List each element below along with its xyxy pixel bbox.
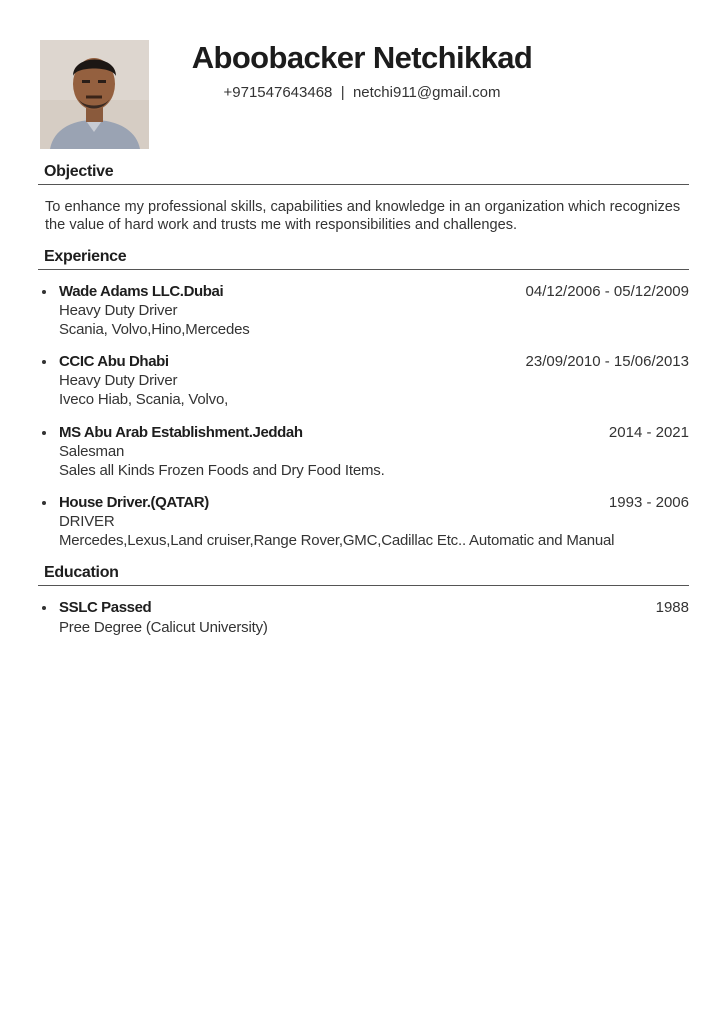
experience-company: MS Abu Arab Establishment.Jeddah — [59, 424, 303, 441]
education-heading: Education — [44, 564, 119, 581]
education-divider — [38, 585, 689, 586]
bullet-icon — [42, 360, 46, 364]
experience-dates: 1993 - 2006 — [608, 494, 689, 511]
experience-divider — [38, 269, 689, 270]
objective-divider — [38, 184, 689, 185]
education-year: 1988 — [655, 599, 689, 616]
bullet-icon — [42, 501, 46, 505]
experience-details: Scania, Volvo,Hino,Mercedes — [59, 321, 250, 338]
experience-dates: 04/12/2006 - 05/12/2009 — [525, 283, 689, 300]
experience-details: Iveco Hiab, Scania, Volvo, — [59, 391, 229, 408]
experience-details: Sales all Kinds Frozen Foods and Dry Food Items. — [59, 462, 385, 479]
experience-details: Mercedes,Lexus,Land cruiser,Range Rover,GMC,Cadillac Etc.. Automatic and Manual — [59, 532, 615, 549]
experience-heading: Experience — [44, 248, 127, 265]
experience-role: DRIVER — [59, 513, 115, 530]
experience-company: CCIC Abu Dhabi — [59, 353, 169, 370]
experience-dates: 23/09/2010 - 15/06/2013 — [525, 353, 689, 370]
objective-heading: Objective — [44, 163, 114, 180]
experience-company: House Driver.(QATAR) — [59, 494, 209, 511]
contact-line: +971547643468 | netchi911@gmail.com — [223, 84, 501, 101]
education-title: SSLC Passed — [59, 599, 152, 616]
experience-role: Heavy Duty Driver — [59, 372, 178, 389]
bullet-icon — [42, 431, 46, 435]
candidate-name: Aboobacker Netchikkad — [191, 40, 533, 75]
bullet-icon — [42, 606, 46, 610]
experience-company: Wade Adams LLC.Dubai — [59, 283, 224, 300]
education-details: Pree Degree (Calicut University) — [59, 619, 268, 636]
experience-role: Salesman — [59, 443, 125, 460]
bullet-icon — [42, 290, 46, 294]
objective-text: To enhance my professional skills, capabilities and knowledge in an organization which recognizes the value of hard work and trusts me with responsibilities and challenges. — [45, 199, 681, 233]
experience-role: Heavy Duty Driver — [59, 302, 178, 319]
experience-dates: 2014 - 2021 — [608, 424, 689, 441]
